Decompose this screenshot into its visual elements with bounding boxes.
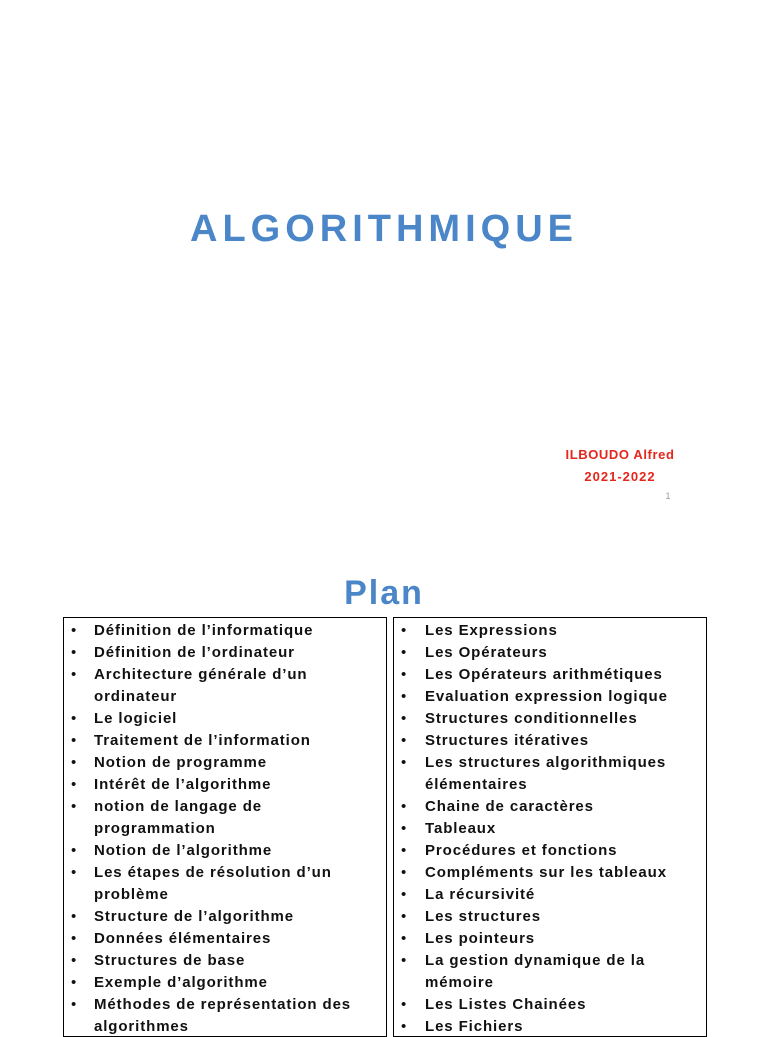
page-number: 1: [665, 491, 671, 501]
plan-item-label: La gestion dynamique de la mémoire: [425, 952, 646, 991]
plan-item-label: Le logiciel: [94, 710, 178, 727]
bullet-icon: •: [71, 974, 78, 991]
bullet-icon: •: [401, 1018, 408, 1035]
plan-item-label: Structures conditionnelles: [425, 710, 638, 727]
plan-item-label: Les étapes de résolution d’un problème: [94, 864, 332, 903]
bullet-icon: •: [401, 996, 408, 1013]
plan-item: [64, 928, 386, 950]
plan-item: [64, 664, 386, 708]
plan-item-label: Les Opérateurs: [425, 644, 548, 661]
bullet-icon: •: [401, 842, 408, 859]
plan-item: [394, 664, 706, 686]
plan-item: [394, 686, 706, 708]
plan-item: [64, 840, 386, 862]
bullet-icon: •: [71, 864, 78, 881]
plan-item: [394, 818, 706, 840]
bullet-icon: •: [71, 754, 78, 771]
plan-item-label: Notion de l’algorithme: [94, 842, 273, 859]
plan-item: [394, 906, 706, 928]
plan-item-label: Données élémentaires: [94, 930, 272, 947]
plan-item-label: Compléments sur les tableaux: [425, 864, 667, 881]
plan-item: [64, 950, 386, 972]
plan-item: [64, 972, 386, 994]
plan-right-column: [393, 617, 707, 1037]
plan-item: [64, 862, 386, 906]
plan-item-label: Les Opérateurs arithmétiques: [425, 666, 663, 683]
bullet-icon: •: [71, 732, 78, 749]
bullet-icon: •: [401, 908, 408, 925]
plan-item-label: Les pointeurs: [425, 930, 536, 947]
plan-item: [394, 1016, 706, 1037]
bullet-icon: •: [71, 798, 78, 815]
plan-right-list: [394, 618, 706, 1037]
plan-item: [64, 906, 386, 928]
plan-item: [394, 730, 706, 752]
plan-item-label: Tableaux: [425, 820, 497, 837]
plan-item: [394, 620, 706, 642]
plan-item-label: Les structures algorithmiques élémentaires: [425, 754, 667, 793]
bullet-icon: •: [401, 622, 408, 639]
plan-item: [394, 840, 706, 862]
plan-item: [394, 708, 706, 730]
plan-item: [64, 752, 386, 774]
plan-item-label: Exemple d’algorithme: [94, 974, 268, 991]
plan-item-label: Les Expressions: [425, 622, 558, 639]
bullet-icon: •: [401, 666, 408, 683]
plan-item: [394, 994, 706, 1016]
plan-item: [64, 708, 386, 730]
plan-item: [394, 642, 706, 664]
plan-left-column: [63, 617, 387, 1037]
plan-item-label: Evaluation expression logique: [425, 688, 668, 705]
plan-item-label: Traitement de l’information: [94, 732, 311, 749]
plan-slide: [0, 560, 768, 1035]
bullet-icon: •: [401, 864, 408, 881]
plan-item-label: La récursivité: [425, 886, 536, 903]
plan-item-label: Méthodes de représentation des algorithmes: [94, 996, 352, 1035]
bullet-icon: •: [71, 930, 78, 947]
plan-item: [394, 884, 706, 906]
plan-item-label: notion de langage de programmation: [94, 798, 263, 837]
bullet-icon: •: [401, 710, 408, 727]
academic-year: 2021-2022: [584, 469, 656, 484]
bullet-icon: •: [71, 996, 78, 1013]
bullet-icon: •: [401, 820, 408, 837]
plan-item: [394, 752, 706, 796]
plan-item-label: Procédures et fonctions: [425, 842, 618, 859]
plan-left-list: [64, 618, 386, 1037]
bullet-icon: •: [401, 952, 408, 969]
author-name: ILBOUDO Alfred: [565, 447, 675, 462]
bullet-icon: •: [71, 952, 78, 969]
plan-item-label: Structures de base: [94, 952, 246, 969]
plan-item-label: Notion de programme: [94, 754, 267, 771]
plan-item: [394, 796, 706, 818]
plan-item-label: Architecture générale d’un ordinateur: [94, 666, 308, 705]
plan-item-label: Chaine de caractères: [425, 798, 594, 815]
bullet-icon: •: [71, 776, 78, 793]
plan-item: [64, 620, 386, 642]
plan-item: [64, 774, 386, 796]
bullet-icon: •: [71, 622, 78, 639]
plan-item-label: Structures itératives: [425, 732, 589, 749]
plan-item: [64, 730, 386, 752]
plan-item: [394, 950, 706, 994]
bullet-icon: •: [401, 798, 408, 815]
bullet-icon: •: [401, 688, 408, 705]
bullet-icon: •: [401, 732, 408, 749]
bullet-icon: •: [401, 930, 408, 947]
bullet-icon: •: [401, 644, 408, 661]
plan-item-label: Les structures: [425, 908, 541, 925]
bullet-icon: •: [71, 710, 78, 727]
plan-item: [394, 928, 706, 950]
bullet-icon: •: [401, 886, 408, 903]
plan-item-label: Les Listes Chainées: [425, 996, 587, 1013]
plan-title: Plan: [344, 574, 424, 612]
plan-item-label: Les Fichiers: [425, 1018, 524, 1035]
plan-item-label: Structure de l’algorithme: [94, 908, 295, 925]
bullet-icon: •: [71, 842, 78, 859]
slide-title: ALGORITHMIQUE: [190, 208, 578, 250]
bullet-icon: •: [401, 754, 408, 771]
plan-item-label: Définition de l’ordinateur: [94, 644, 295, 661]
bullet-icon: •: [71, 644, 78, 661]
plan-item: [64, 642, 386, 664]
bullet-icon: •: [71, 666, 78, 683]
plan-item: [394, 862, 706, 884]
bullet-icon: •: [71, 908, 78, 925]
plan-item: [64, 796, 386, 840]
plan-item-label: Intérêt de l’algorithme: [94, 776, 272, 793]
plan-item: [64, 994, 386, 1037]
plan-item-label: Définition de l’informatique: [94, 622, 314, 639]
